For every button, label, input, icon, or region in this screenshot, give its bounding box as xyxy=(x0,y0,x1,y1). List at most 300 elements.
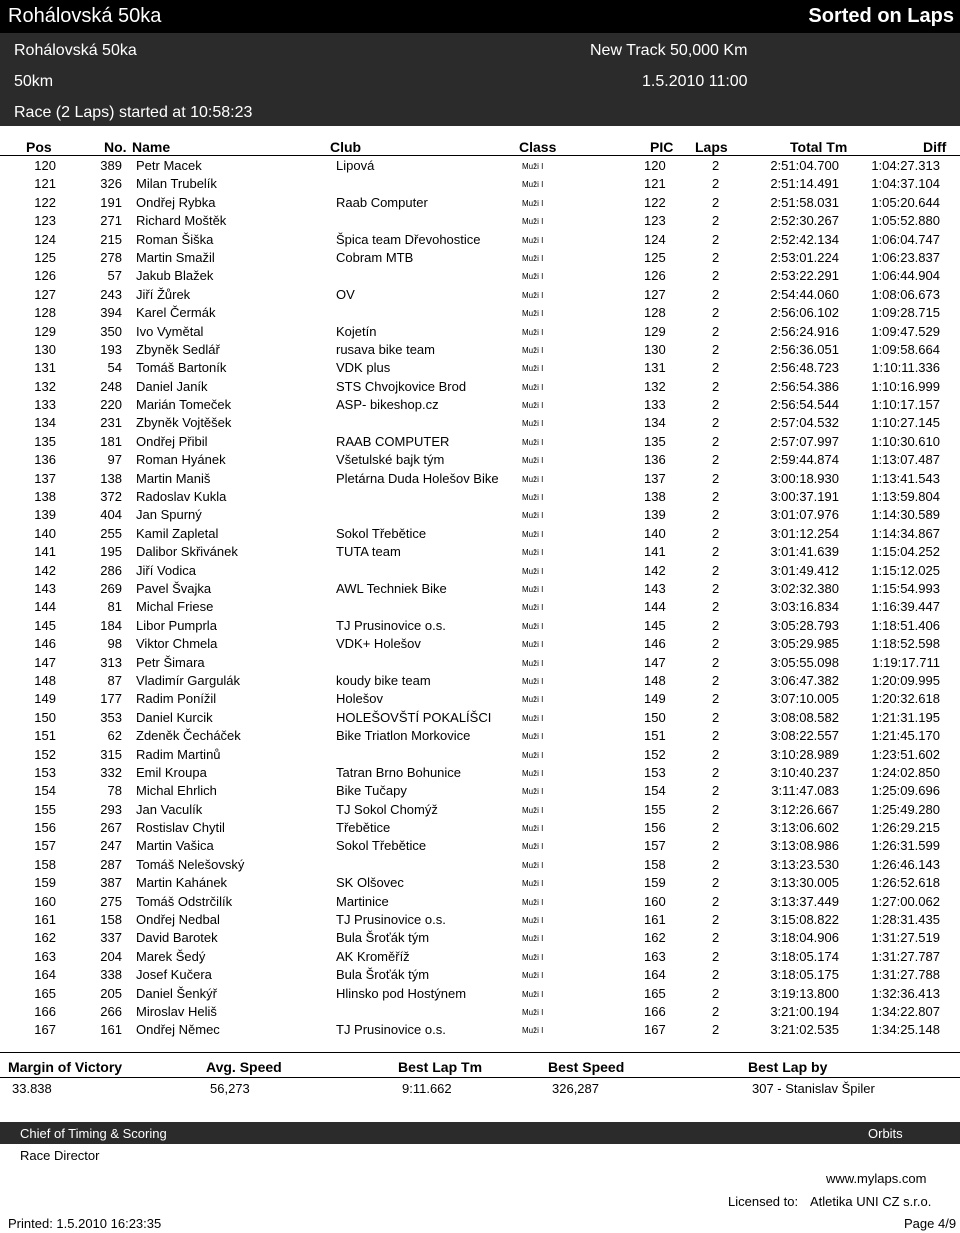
class-cell: Muži I xyxy=(522,897,544,907)
laps-cell: 2 xyxy=(712,433,720,449)
number-cell: 332 xyxy=(100,764,122,780)
name-cell: Roman Hyánek xyxy=(136,452,226,468)
total-time-cell: 2:56:24.916 xyxy=(770,323,839,339)
table-row xyxy=(0,562,960,580)
class-cell: Muži I xyxy=(522,860,544,870)
pic-cell: 125 xyxy=(644,249,666,265)
name-cell: Roman Šiška xyxy=(136,231,214,247)
table-row xyxy=(0,801,960,819)
number-cell: 205 xyxy=(100,985,122,1001)
table-row xyxy=(0,746,960,764)
number-cell: 267 xyxy=(100,820,122,836)
race-director: Race Director xyxy=(20,1148,100,1163)
total-time-cell: 3:03:16.834 xyxy=(770,599,839,615)
laps-cell: 2 xyxy=(712,286,720,302)
diff-cell: 1:31:27.519 xyxy=(871,930,940,946)
results-table xyxy=(0,157,960,1040)
club-cell: Lipová xyxy=(336,158,375,173)
class-cell: Muži I xyxy=(522,493,544,503)
number-cell: 353 xyxy=(100,709,122,725)
number-cell: 215 xyxy=(100,231,122,247)
class-cell: Muži I xyxy=(522,842,544,852)
name-cell: Michal Friese xyxy=(136,599,214,615)
pic-cell: 120 xyxy=(644,158,666,173)
table-row xyxy=(0,819,960,837)
pos-cell: 120 xyxy=(34,158,56,173)
diff-cell: 1:27:00.062 xyxy=(871,893,940,909)
club-cell: VDK+ Holešov xyxy=(336,636,421,652)
club-cell: Pletárna Duda Holešov Bike xyxy=(336,470,499,486)
diff-cell: 1:25:09.696 xyxy=(871,783,940,799)
number-cell: 275 xyxy=(100,893,122,909)
total-time-cell: 3:06:47.382 xyxy=(770,672,839,688)
diff-cell: 1:05:20.644 xyxy=(871,194,940,210)
class-cell: Muži I xyxy=(522,272,544,282)
name-cell: Zbyněk Sedlář xyxy=(136,341,220,357)
pos-cell: 144 xyxy=(34,599,56,615)
laps-cell: 2 xyxy=(712,875,720,891)
class-cell: Muži I xyxy=(522,529,544,539)
diff-cell: 1:15:04.252 xyxy=(871,544,940,560)
table-row xyxy=(0,451,960,469)
table-row xyxy=(0,966,960,984)
table-row xyxy=(0,782,960,800)
club-cell: Špica team Dřevohostice xyxy=(336,231,481,247)
club-cell: TUTA team xyxy=(336,544,401,560)
pos-cell: 123 xyxy=(34,213,56,229)
number-cell: 247 xyxy=(100,838,122,854)
name-cell: Michal Ehrlich xyxy=(136,783,217,799)
class-cell: Muži I xyxy=(522,732,544,742)
name-cell: Ondřej Přibil xyxy=(136,433,208,449)
class-cell: Muži I xyxy=(522,879,544,889)
class-cell: Muži I xyxy=(522,1026,544,1036)
number-cell: 350 xyxy=(100,323,122,339)
club-cell: AK Kroměříž xyxy=(336,948,410,964)
diff-cell: 1:10:17.157 xyxy=(871,397,940,413)
number-cell: 138 xyxy=(100,470,122,486)
table-row xyxy=(0,506,960,524)
club-cell: VDK plus xyxy=(336,360,391,376)
laps-cell: 2 xyxy=(712,489,720,505)
class-cell: Muži I xyxy=(522,658,544,668)
class-cell: Muži I xyxy=(522,640,544,650)
total-time-cell: 3:13:30.005 xyxy=(770,875,839,891)
pic-cell: 135 xyxy=(644,433,666,449)
header-date: 1.5.2010 11:00 xyxy=(642,73,748,90)
pos-cell: 152 xyxy=(34,746,56,762)
diff-cell: 1:15:54.993 xyxy=(871,580,940,596)
club-cell: Bike Triatlon Morkovice xyxy=(336,728,471,744)
club-cell: Sokol Třebětice xyxy=(336,525,427,541)
pos-cell: 165 xyxy=(34,985,56,1001)
name-cell: Martin Maniš xyxy=(136,470,211,486)
laps-cell: 2 xyxy=(712,764,720,780)
name-cell: Ondřej Němec xyxy=(136,1022,220,1038)
pos-cell: 166 xyxy=(34,1003,56,1019)
total-time-cell: 3:11:47.083 xyxy=(771,783,839,799)
pic-cell: 146 xyxy=(644,636,666,652)
orbits-label: Orbits xyxy=(868,1126,903,1141)
pic-cell: 141 xyxy=(644,544,666,560)
total-time-cell: 2:56:36.051 xyxy=(770,341,839,357)
laps-cell: 2 xyxy=(712,691,720,707)
pos-cell: 121 xyxy=(34,176,56,192)
pic-cell: 127 xyxy=(644,286,666,302)
pic-cell: 150 xyxy=(644,709,666,725)
laps-cell: 2 xyxy=(712,341,720,357)
table-row xyxy=(0,433,960,451)
name-cell: Tomáš Nelešovský xyxy=(136,856,245,872)
pic-cell: 165 xyxy=(644,985,666,1001)
pos-cell: 131 xyxy=(34,360,56,376)
club-cell: SK Olšovec xyxy=(336,875,404,891)
diff-cell: 1:13:41.543 xyxy=(871,470,940,486)
pos-cell: 150 xyxy=(34,709,56,725)
total-time-cell: 3:02:32.380 xyxy=(770,580,839,596)
total-time-cell: 3:05:28.793 xyxy=(770,617,839,633)
diff-cell: 1:20:09.995 xyxy=(871,672,940,688)
name-cell: Marek Šedý xyxy=(136,948,206,964)
pos-cell: 159 xyxy=(34,875,56,891)
pic-cell: 132 xyxy=(644,378,666,394)
name-cell: Ondřej Nedbal xyxy=(136,912,220,928)
table-row xyxy=(0,672,960,690)
class-cell: Muži I xyxy=(522,695,544,705)
name-cell: Jan Spurný xyxy=(136,507,202,523)
number-cell: 161 xyxy=(100,1022,122,1038)
class-cell: Muži I xyxy=(522,805,544,815)
pos-cell: 129 xyxy=(34,323,56,339)
pos-cell: 124 xyxy=(34,231,56,247)
class-cell: Muži I xyxy=(522,1007,544,1017)
club-cell: AWL Techniek Bike xyxy=(336,580,447,596)
number-cell: 255 xyxy=(100,525,122,541)
name-cell: Jakub Blažek xyxy=(136,268,214,284)
total-time-cell: 3:13:37.449 xyxy=(770,893,839,909)
website-link[interactable]: www.mylaps.com xyxy=(826,1171,927,1186)
pos-cell: 148 xyxy=(34,672,56,688)
laps-cell: 2 xyxy=(712,617,720,633)
licensed-to: Atletika UNI CZ s.r.o. xyxy=(810,1194,932,1209)
laps-cell: 2 xyxy=(712,470,720,486)
col-laps: Laps xyxy=(695,139,728,155)
diff-cell: 1:10:27.145 xyxy=(871,415,940,431)
pic-cell: 136 xyxy=(644,452,666,468)
diff-cell: 1:25:49.280 xyxy=(871,801,940,817)
club-cell: STS Chvojkovice Brod xyxy=(336,378,467,394)
pic-cell: 128 xyxy=(644,305,666,321)
table-row xyxy=(0,1003,960,1021)
pic-cell: 129 xyxy=(644,323,666,339)
total-time-cell: 3:21:02.535 xyxy=(770,1022,839,1038)
name-cell: Zbyněk Vojtěšek xyxy=(136,415,232,431)
name-cell: Libor Pumprla xyxy=(136,617,217,633)
pos-cell: 130 xyxy=(34,341,56,357)
table-row xyxy=(0,323,960,341)
diff-cell: 1:26:31.599 xyxy=(871,838,940,854)
number-cell: 98 xyxy=(107,636,122,652)
name-cell: Milan Trubelík xyxy=(136,176,217,192)
total-time-cell: 3:21:00.194 xyxy=(770,1003,839,1019)
diff-cell: 1:32:36.413 xyxy=(871,985,940,1001)
number-cell: 81 xyxy=(107,599,122,615)
class-cell: Muži I xyxy=(522,235,544,245)
number-cell: 195 xyxy=(100,544,122,560)
total-time-cell: 2:56:54.386 xyxy=(770,378,839,394)
laps-cell: 2 xyxy=(712,305,720,321)
pos-cell: 154 xyxy=(34,783,56,799)
pic-cell: 163 xyxy=(644,948,666,964)
table-row xyxy=(0,194,960,212)
table-row xyxy=(0,212,960,230)
class-cell: Muži I xyxy=(522,603,544,613)
number-cell: 315 xyxy=(100,746,122,762)
class-cell: Muži I xyxy=(522,566,544,576)
table-row xyxy=(0,727,960,745)
number-cell: 404 xyxy=(100,507,122,523)
pic-cell: 156 xyxy=(644,820,666,836)
diff-cell: 1:34:22.807 xyxy=(871,1003,940,1019)
class-cell: Muži I xyxy=(522,584,544,594)
laps-cell: 2 xyxy=(712,544,720,560)
name-cell: Emil Kroupa xyxy=(136,764,207,780)
name-cell: Radim Martinů xyxy=(136,746,221,762)
laps-cell: 2 xyxy=(712,599,720,615)
table-row xyxy=(0,470,960,488)
total-time-cell: 3:13:08.986 xyxy=(770,838,839,854)
diff-cell: 1:09:58.664 xyxy=(871,341,940,357)
name-cell: Petr Šimara xyxy=(136,654,205,670)
laps-cell: 2 xyxy=(712,323,720,339)
laps-cell: 2 xyxy=(712,1003,720,1019)
class-cell: Muži I xyxy=(522,768,544,778)
club-cell: Martinice xyxy=(336,893,389,909)
table-row xyxy=(0,396,960,414)
total-time-cell: 3:07:10.005 xyxy=(770,691,839,707)
pic-cell: 154 xyxy=(644,783,666,799)
number-cell: 278 xyxy=(100,249,122,265)
name-cell: Marián Tomeček xyxy=(136,397,232,413)
header-race-start: Race (2 Laps) started at 10:58:23 xyxy=(14,104,253,121)
pic-cell: 139 xyxy=(644,507,666,523)
col-no: No. xyxy=(104,139,127,155)
avg-speed-value: 56,273 xyxy=(210,1081,250,1096)
club-cell: Tatran Brno Bohunice xyxy=(336,764,462,780)
class-cell: Muži I xyxy=(522,916,544,926)
class-cell: Muži I xyxy=(522,345,544,355)
pic-cell: 126 xyxy=(644,268,666,284)
total-time-cell: 3:00:37.191 xyxy=(770,489,839,505)
name-cell: Zdeněk Čecháček xyxy=(136,728,241,744)
table-row xyxy=(0,175,960,193)
pos-cell: 137 xyxy=(34,470,56,486)
table-row xyxy=(0,231,960,249)
margin-value: 33.838 xyxy=(12,1081,52,1096)
pic-cell: 158 xyxy=(644,856,666,872)
margin-header: Margin of Victory xyxy=(8,1059,123,1075)
laps-cell: 2 xyxy=(712,930,720,946)
laps-cell: 2 xyxy=(712,378,720,394)
diff-cell: 1:14:30.589 xyxy=(871,507,940,523)
name-cell: Jan Vaculík xyxy=(136,801,203,817)
diff-cell: 1:23:51.602 xyxy=(871,746,940,762)
diff-cell: 1:14:34.867 xyxy=(871,525,940,541)
number-cell: 181 xyxy=(100,433,122,449)
pic-cell: 140 xyxy=(644,525,666,541)
pic-cell: 138 xyxy=(644,489,666,505)
table-row xyxy=(0,654,960,672)
table-row xyxy=(0,764,960,782)
number-cell: 372 xyxy=(100,489,122,505)
laps-cell: 2 xyxy=(712,415,720,431)
pos-cell: 164 xyxy=(34,967,56,983)
diff-cell: 1:24:02.850 xyxy=(871,764,940,780)
name-cell: Karel Čermák xyxy=(136,305,216,321)
class-cell: Muži I xyxy=(522,934,544,944)
laps-cell: 2 xyxy=(712,838,720,854)
club-cell: Raab Computer xyxy=(336,194,428,210)
race-header xyxy=(0,33,960,126)
summary-divider xyxy=(0,1077,960,1078)
laps-cell: 2 xyxy=(712,746,720,762)
name-cell: Josef Kučera xyxy=(136,967,212,983)
pos-cell: 151 xyxy=(34,728,56,744)
number-cell: 193 xyxy=(100,341,122,357)
total-time-cell: 3:05:29.985 xyxy=(770,636,839,652)
best-lap-value: 9:11.662 xyxy=(402,1081,452,1096)
pos-cell: 141 xyxy=(34,544,56,560)
diff-cell: 1:19:17.711 xyxy=(872,654,940,670)
pic-cell: 133 xyxy=(644,397,666,413)
diff-cell: 1:21:45.170 xyxy=(871,728,940,744)
number-cell: 326 xyxy=(100,176,122,192)
best-speed-header: Best Speed xyxy=(548,1059,625,1075)
total-time-cell: 3:10:40.237 xyxy=(770,764,839,780)
pic-cell: 124 xyxy=(644,231,666,247)
name-cell: Petr Macek xyxy=(136,158,202,173)
laps-cell: 2 xyxy=(712,194,720,210)
pic-cell: 123 xyxy=(644,213,666,229)
diff-cell: 1:13:07.487 xyxy=(871,452,940,468)
best-speed-value: 326,287 xyxy=(552,1081,599,1096)
pos-cell: 134 xyxy=(34,415,56,431)
diff-cell: 1:10:11.336 xyxy=(872,360,940,376)
table-row xyxy=(0,304,960,322)
number-cell: 231 xyxy=(100,415,122,431)
pos-cell: 153 xyxy=(34,764,56,780)
number-cell: 158 xyxy=(100,912,122,928)
class-cell: Muži I xyxy=(522,787,544,797)
pic-cell: 160 xyxy=(644,893,666,909)
class-cell: Muži I xyxy=(522,824,544,834)
table-row xyxy=(0,948,960,966)
total-time-cell: 2:52:30.267 xyxy=(770,213,839,229)
laps-cell: 2 xyxy=(712,912,720,928)
timing-bar xyxy=(0,1122,960,1144)
pos-cell: 142 xyxy=(34,562,56,578)
table-row xyxy=(0,690,960,708)
name-cell: Dalibor Skřivánek xyxy=(136,544,238,560)
total-time-cell: 3:01:49.412 xyxy=(770,562,839,578)
number-cell: 87 xyxy=(107,672,122,688)
laps-cell: 2 xyxy=(712,820,720,836)
class-cell: Muži I xyxy=(522,253,544,263)
pic-cell: 134 xyxy=(644,415,666,431)
total-time-cell: 2:52:42.134 xyxy=(770,231,839,247)
best-lap-header: Best Lap Tm xyxy=(398,1059,483,1075)
club-cell: HOLEŠOVŠTÍ POKALÍŠCI xyxy=(336,709,492,725)
club-cell: TJ Prusinovice o.s. xyxy=(336,617,446,633)
laps-cell: 2 xyxy=(712,783,720,799)
club-cell: Holešov xyxy=(336,691,383,707)
laps-cell: 2 xyxy=(712,176,720,192)
name-cell: Martin Smažil xyxy=(136,249,215,265)
pic-cell: 142 xyxy=(644,562,666,578)
pos-cell: 132 xyxy=(34,378,56,394)
header-divider xyxy=(0,155,960,156)
laps-cell: 2 xyxy=(712,525,720,541)
number-cell: 184 xyxy=(100,617,122,633)
table-row xyxy=(0,1021,960,1039)
diff-cell: 1:26:29.215 xyxy=(871,820,940,836)
laps-cell: 2 xyxy=(712,580,720,596)
total-time-cell: 3:08:22.557 xyxy=(770,728,839,744)
col-name: Name xyxy=(132,139,171,155)
class-cell: Muži I xyxy=(522,382,544,392)
pic-cell: 121 xyxy=(644,176,666,192)
laps-cell: 2 xyxy=(712,856,720,872)
club-cell: TJ Prusinovice o.s. xyxy=(336,1022,446,1038)
table-row xyxy=(0,893,960,911)
table-row xyxy=(0,525,960,543)
table-row xyxy=(0,709,960,727)
name-cell: Martin Kahánek xyxy=(136,875,228,891)
pos-cell: 167 xyxy=(34,1022,56,1038)
name-cell: Rostislav Chytil xyxy=(136,820,225,836)
club-cell: Všetulské bajk tým xyxy=(336,452,445,468)
class-cell: Muži I xyxy=(522,676,544,686)
pos-cell: 161 xyxy=(34,912,56,928)
number-cell: 177 xyxy=(100,691,122,707)
pic-cell: 147 xyxy=(644,654,666,670)
diff-cell: 1:05:52.880 xyxy=(871,213,940,229)
table-row xyxy=(0,267,960,285)
header-track: New Track 50,000 Km xyxy=(590,42,748,59)
name-cell: Richard Moštěk xyxy=(136,213,227,229)
table-row xyxy=(0,378,960,396)
table-row xyxy=(0,157,960,175)
club-cell: ASP- bikeshop.cz xyxy=(336,397,439,413)
pos-cell: 149 xyxy=(34,691,56,707)
header-category: 50km xyxy=(14,73,54,90)
total-time-cell: 2:56:48.723 xyxy=(770,360,839,376)
pic-cell: 122 xyxy=(644,194,666,210)
total-time-cell: 3:10:28.989 xyxy=(770,746,839,762)
laps-cell: 2 xyxy=(712,728,720,744)
diff-cell: 1:04:37.104 xyxy=(871,176,940,192)
header-event: Rohálovská 50ka xyxy=(14,42,137,59)
total-time-cell: 3:05:55.098 xyxy=(770,654,839,670)
diff-cell: 1:16:39.447 xyxy=(871,599,940,615)
total-time-cell: 3:13:06.602 xyxy=(770,820,839,836)
pic-cell: 159 xyxy=(644,875,666,891)
pos-cell: 145 xyxy=(34,617,56,633)
pos-cell: 135 xyxy=(34,433,56,449)
name-cell: Radim Ponížil xyxy=(136,691,217,707)
table-bottom-divider xyxy=(0,1052,960,1053)
diff-cell: 1:15:12.025 xyxy=(871,562,940,578)
